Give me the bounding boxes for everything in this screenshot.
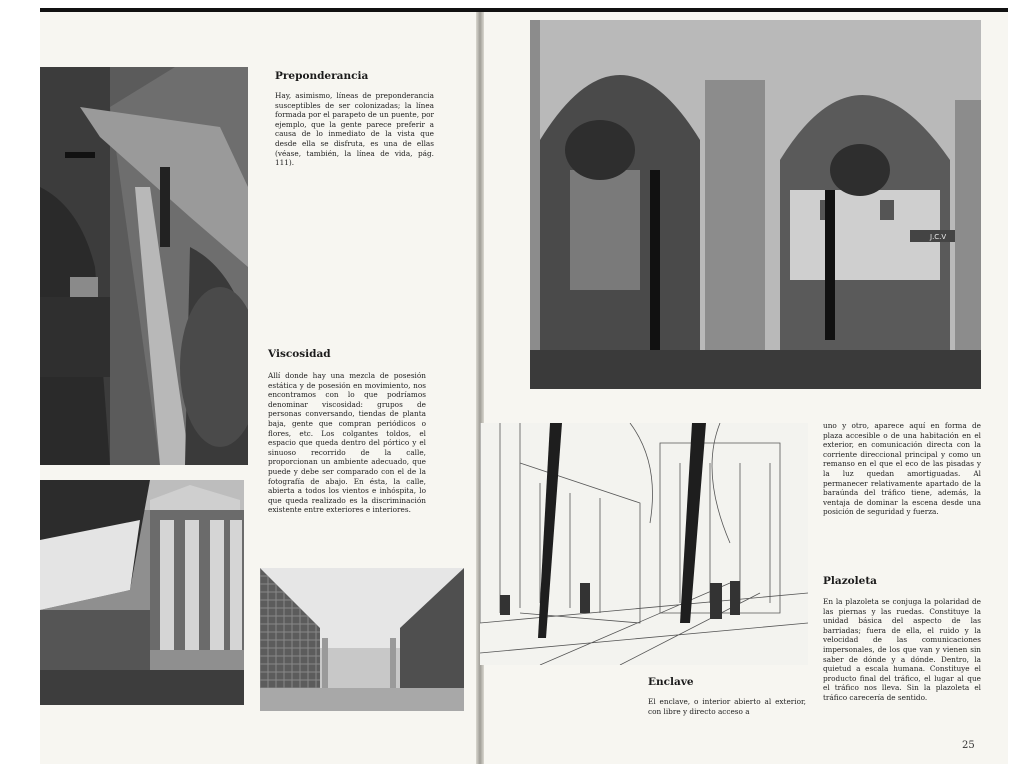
page-number: 25 — [962, 740, 975, 751]
heading-preponderancia: Preponderancia — [275, 70, 369, 82]
heading-plazoleta: Plazoleta — [823, 575, 877, 587]
text-plazoleta: En la plazoleta se conjuga la polaridad de las piernas y las ruedas. Constituye la unidad básica del aspecto de las barriadas; fuera de ella, el ruido y la velocidad de las comunicaciones impersonales, de los que van y vienen sin saber de dónde y a dónde. Dentro, la quietud a escala humana. Constituye el producto final del tráfico, el lugar al que el tráfico nos lleva. Sin la plazoleta el tráfico carecería de sentido. — [823, 597, 981, 702]
heading-viscosidad: Viscosidad — [268, 348, 331, 360]
text-viscosidad: Allí donde hay una mezcla de posesión estática y de posesión en movimiento, nos encontramos con lo que podríamos denominar viscosidad: grupos de personas conversando, tiendas de planta baja, gente que compran periódicos o flores, etc. Los colgantes toldos, el espacio que queda dentro del pórtico y el sinuoso recorrido de la calle, proporcionan un ambiente adecuado, que puede y debe ser comparado con el de la fotografía de abajo. En ésta, la calle, abierta a todos los vientos e inhóspita, lo que queda realizado es la discriminación existente entre exteriores e interiores. — [268, 371, 426, 515]
photo-portico-street — [40, 480, 244, 705]
shop-sign-text: J.C.V — [930, 233, 947, 241]
photo-open-street — [260, 568, 464, 711]
sketch-plazoleta — [480, 423, 808, 665]
heading-enclave: Enclave — [648, 676, 694, 688]
photo-bridge-parapet — [40, 67, 248, 465]
text-enclave: El enclave, o interior abierto al exterior, con libre y directo acceso a — [648, 697, 806, 716]
photo-arcade-arches — [530, 20, 981, 389]
text-continuation: uno y otro, aparece aquí en forma de plaza accesible o de una habitación en el exterior, en comunicación directa con la corriente direccional principal y como un remanso en el que el eco de las pisadas y la luz quedan amortiguadas. Al permanecer relativamente apartado de la baraúnda del tráfico tiene, además, la ventaja de dominar la escena desde una posición de seguridad y fuerza. — [823, 421, 981, 517]
text-preponderancia: Hay, asimismo, líneas de preponderancia susceptibles de ser colonizadas; la línea formada por el parapeto de un puente, por ejemplo, que la gente parece preferir a causa de lo inmediato de la vista que desde ella se disfruta, es una de ellas (véase, también, la línea de vida, pág. 111). — [275, 91, 434, 168]
